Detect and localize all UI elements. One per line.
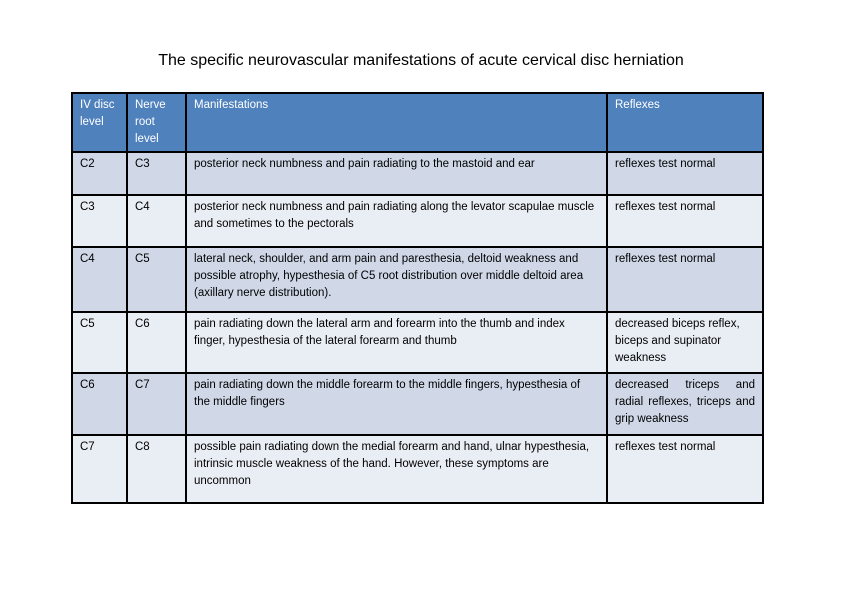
table-row — [72, 152, 763, 195]
manifestations-table — [71, 92, 764, 504]
cell-reflexes: decreased triceps and radial reflexes, triceps and grip weakness — [607, 373, 763, 435]
cell-nerve-root: C7 — [127, 373, 186, 435]
cell-manifestations: posterior neck numbness and pain radiating along the levator scapulae muscle and sometimes to the pectorals — [186, 195, 607, 247]
cell-reflexes: decreased biceps reflex, biceps and supinator weakness — [607, 312, 763, 373]
header-disc-level: IV disc level — [72, 93, 127, 152]
cell-manifestations: pain radiating down the middle forearm to the middle fingers, hypesthesia of the middle fingers — [186, 373, 607, 435]
document-title: The specific neurovascular manifestations of acute cervical disc herniation — [158, 52, 684, 69]
cell-disc-level: C5 — [72, 312, 127, 373]
header-nerve-root: Nerve root level — [127, 93, 186, 152]
cell-nerve-root: C8 — [127, 435, 186, 503]
cell-disc-level: C6 — [72, 373, 127, 435]
cell-manifestations: pain radiating down the lateral arm and forearm into the thumb and index finger, hypesthesia of the lateral forearm and thumb — [186, 312, 607, 373]
cell-disc-level: C3 — [72, 195, 127, 247]
cell-manifestations: lateral neck, shoulder, and arm pain and paresthesia, deltoid weakness and possible atrophy, hypesthesia of C5 root distribution over middle deltoid area (axillary nerve distribution). — [186, 247, 607, 312]
cell-disc-level: C4 — [72, 247, 127, 312]
cell-nerve-root: C6 — [127, 312, 186, 373]
cell-disc-level: C7 — [72, 435, 127, 503]
header-reflexes: Reflexes — [607, 93, 763, 152]
cell-reflexes: reflexes test normal — [607, 152, 763, 195]
cell-manifestations: posterior neck numbness and pain radiating to the mastoid and ear — [186, 152, 607, 195]
cell-reflexes: reflexes test normal — [607, 247, 763, 312]
table-row — [72, 373, 763, 435]
table-row — [72, 195, 763, 247]
cell-nerve-root: C3 — [127, 152, 186, 195]
table-row — [72, 247, 763, 312]
cell-nerve-root: C5 — [127, 247, 186, 312]
table-row — [72, 435, 763, 503]
table-row — [72, 312, 763, 373]
cell-reflexes: reflexes test normal — [607, 195, 763, 247]
cell-nerve-root: C4 — [127, 195, 186, 247]
cell-reflexes: reflexes test normal — [607, 435, 763, 503]
header-manifestations: Manifestations — [186, 93, 607, 152]
cell-disc-level: C2 — [72, 152, 127, 195]
table-header-row — [72, 93, 763, 152]
cell-manifestations: possible pain radiating down the medial forearm and hand, ulnar hypesthesia, intrinsic muscle weakness of the hand. However, these symptoms are uncommon — [186, 435, 607, 503]
